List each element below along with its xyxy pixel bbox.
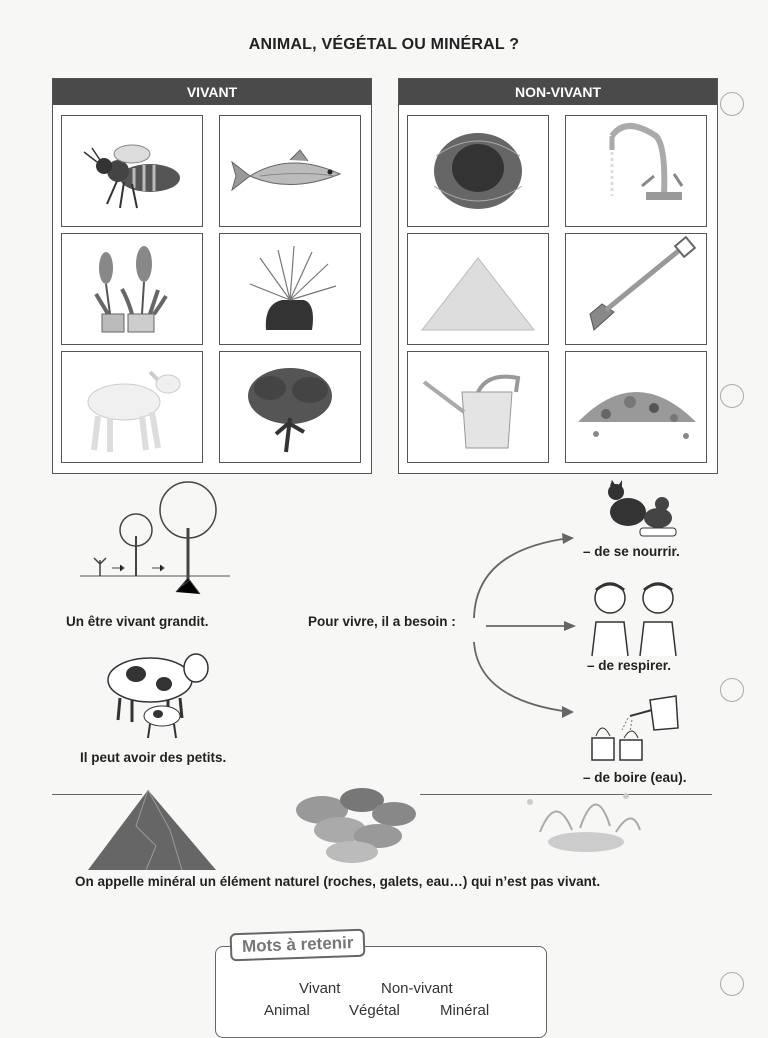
shovel-icon — [566, 234, 706, 344]
word-mineral: Minéral — [440, 1002, 490, 1019]
shovel-cell — [565, 233, 707, 345]
grass-cell — [219, 233, 361, 345]
non-vivant-panel — [398, 78, 718, 474]
watering-plants-icon — [586, 680, 692, 764]
nest-cell — [407, 115, 549, 227]
children-breathing-icon — [584, 578, 690, 658]
vivant-panel — [52, 78, 372, 474]
mineral-sentence: On appelle minéral un élément naturel (roches, galets, eau…) qui n’est pas vivant. — [75, 874, 601, 889]
word-vegetal: Végétal — [349, 1002, 400, 1019]
bee-cell — [61, 115, 203, 227]
word-animal: Animal — [264, 1002, 310, 1019]
hyacinth-cell — [61, 233, 203, 345]
nest-icon — [408, 116, 548, 226]
binder-hole-2 — [720, 384, 744, 408]
caption-grows: Un être vivant grandit. — [66, 614, 209, 629]
hyacinth-icon — [62, 234, 202, 344]
grass-tuft-icon — [220, 234, 360, 344]
needs-arrows — [466, 530, 586, 720]
faucet-icon — [566, 116, 706, 226]
binder-hole-3 — [720, 678, 744, 702]
caption-babies: Il peut avoir des petits. — [80, 750, 227, 765]
gravel-cell — [565, 351, 707, 463]
fish-icon — [220, 116, 360, 226]
sand-cell — [407, 233, 549, 345]
caption-breathe: – de respirer. — [587, 658, 672, 673]
watering-can-cell — [407, 351, 549, 463]
mountain-rock-icon — [86, 786, 218, 870]
word-vivant: Vivant — [299, 980, 341, 997]
caption-eat: – de se nourrir. — [583, 544, 680, 559]
watering-can-icon — [408, 352, 548, 462]
lamb-cell — [61, 351, 203, 463]
bee-icon — [62, 116, 202, 226]
mots-a-retenir-label: Mots à retenir — [230, 929, 366, 962]
cow-icon — [96, 638, 218, 744]
water-splash-icon — [500, 772, 650, 862]
growing-plant-icon — [80, 480, 230, 606]
cat-eating-icon — [600, 478, 680, 540]
caption-needs: Pour vivre, il a besoin : — [308, 614, 456, 629]
lamb-icon — [62, 352, 202, 462]
caption-drink: – de boire (eau). — [583, 770, 687, 785]
binder-hole-4 — [720, 972, 744, 996]
tree-cell — [219, 351, 361, 463]
sand-pile-icon — [408, 234, 548, 344]
page-title: ANIMAL, VÉGÉTAL OU MINÉRAL ? — [248, 36, 520, 53]
word-non-vivant: Non-vivant — [381, 980, 453, 997]
binder-hole-1 — [720, 92, 744, 116]
gravel-icon — [566, 352, 706, 462]
fish-cell — [219, 115, 361, 227]
tree-icon — [220, 352, 360, 462]
pebbles-icon — [282, 770, 422, 866]
faucet-cell — [565, 115, 707, 227]
vivant-header: VIVANT — [53, 79, 371, 105]
non-vivant-header: NON-VIVANT — [399, 79, 717, 105]
